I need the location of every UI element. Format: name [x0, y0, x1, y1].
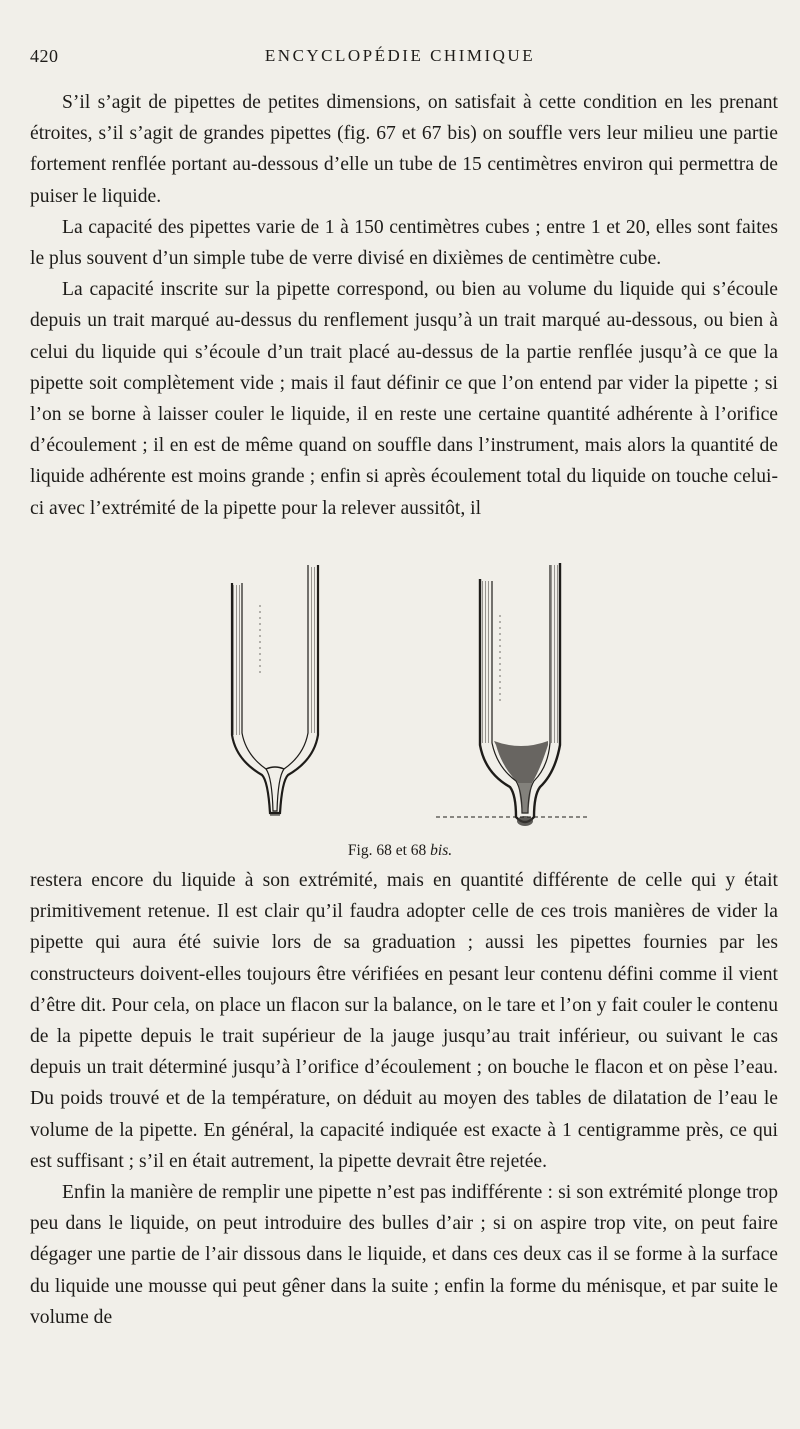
body-text-bottom: [30, 865, 778, 1333]
page-header: [30, 46, 770, 74]
running-title: ENCYCLOPÉDIE CHIMIQUE: [264, 46, 536, 65]
page-number: 420: [30, 46, 59, 66]
caption-bis: bis.: [430, 842, 453, 859]
paragraph-inscribed-capacity: La capacité inscrite sur la pipette correspond, ou bien au volume du liquide qui s’écoule depuis un trait marqué au-dessus du renflement jusqu’à un trait marqué au-dessous, ou bien à celui du liquide qui s’écoule d’un trait placé au-dessus de la partie renflée jusqu’à ce que la pipette soit complètement vide ; mais il faut définir ce que l’on entend par vider la pipette ; si l’on se borne à laisser couler le liquide, il en reste une certaine quantité adhérente à l’orifice d’écoulement ; il en est de même quand on souffle dans l’instrument, mais alors la quantité de liquide adhérente est moins grande ; enfin si après écoulement total du liquide on touche celui-ci avec l’extrémité de la pipette pour la relever aussitôt, il: [30, 279, 778, 519]
paragraph-filling: Enfin la manière de remplir une pipette n’est pas indifférente : si son extrémité plonge trop peu dans le liquide, on peut introduire des bulles d’air ; si on aspire trop vite, on peut faire dégager une partie de l’air dissous dans le liquide, et dans ces deux cas il se forme à la surface du liquide une mousse qui peut gêner dans la suite ; enfin la forme du ménisque, et par suite le volume de: [30, 1182, 778, 1328]
pipette-tip-left: [232, 565, 318, 815]
paragraph-verification: restera encore du liquide à son extrémité, mais en quantité différente de celle qui y était primitivement retenue. Il est clair qu’il faudra adopter celle de ces trois manières de vider la pipette qui aura été suivie lors de sa graduation ; aussi les pipettes fournies par les constructeurs doivent-elles toujours être vérifiées en pesant leur contenu défini comme il vient d’être dit. Pour cela, on place un flacon sur la balance, on le tare et l’on y fait couler le contenu de la pipette depuis le trait supérieur de la jauge jusqu’au trait inférieur, ou suivant le cas depuis un trait déterminé jusqu’à l’orifice d’écoulement ; on bouche le flacon et on pèse l’eau. Du poids trouvé et de la température, on déduit au moyen des tables de dilatation de l’eau le volume de la pipette. En général, la capacité indiquée est exacte à 1 centigramme près, ce qui est suffisant ; s’il en était autrement, la pipette devrait être rejetée.: [30, 870, 778, 1172]
body-text-top: [30, 87, 778, 524]
caption-prefix: Fig. 68 et 68: [347, 842, 431, 859]
paragraph-capacity-range: La capacité des pipettes varie de 1 à 150 centimètres cubes ; entre 1 et 20, elles sont faites le plus souvent d’un simple tube de verre divisé en dixièmes de centimètre cube.: [30, 216, 778, 270]
pipette-tips-illustration: [200, 555, 600, 840]
figure-68: [200, 555, 600, 865]
paragraph-small-pipettes: S’il s’agit de pipettes de petites dimensions, on satisfait à cette condition en les prenant étroites, s’il s’agit de grandes pipettes (fig. 67 et 67 bis) on souffle vers leur milieu une partie fortement renflée portant au-dessous d’elle un tube de 15 centimètres environ qui permettra de puiser le liquide.: [30, 92, 778, 207]
figure-caption: [200, 842, 600, 860]
pipette-tip-right: [436, 563, 590, 826]
